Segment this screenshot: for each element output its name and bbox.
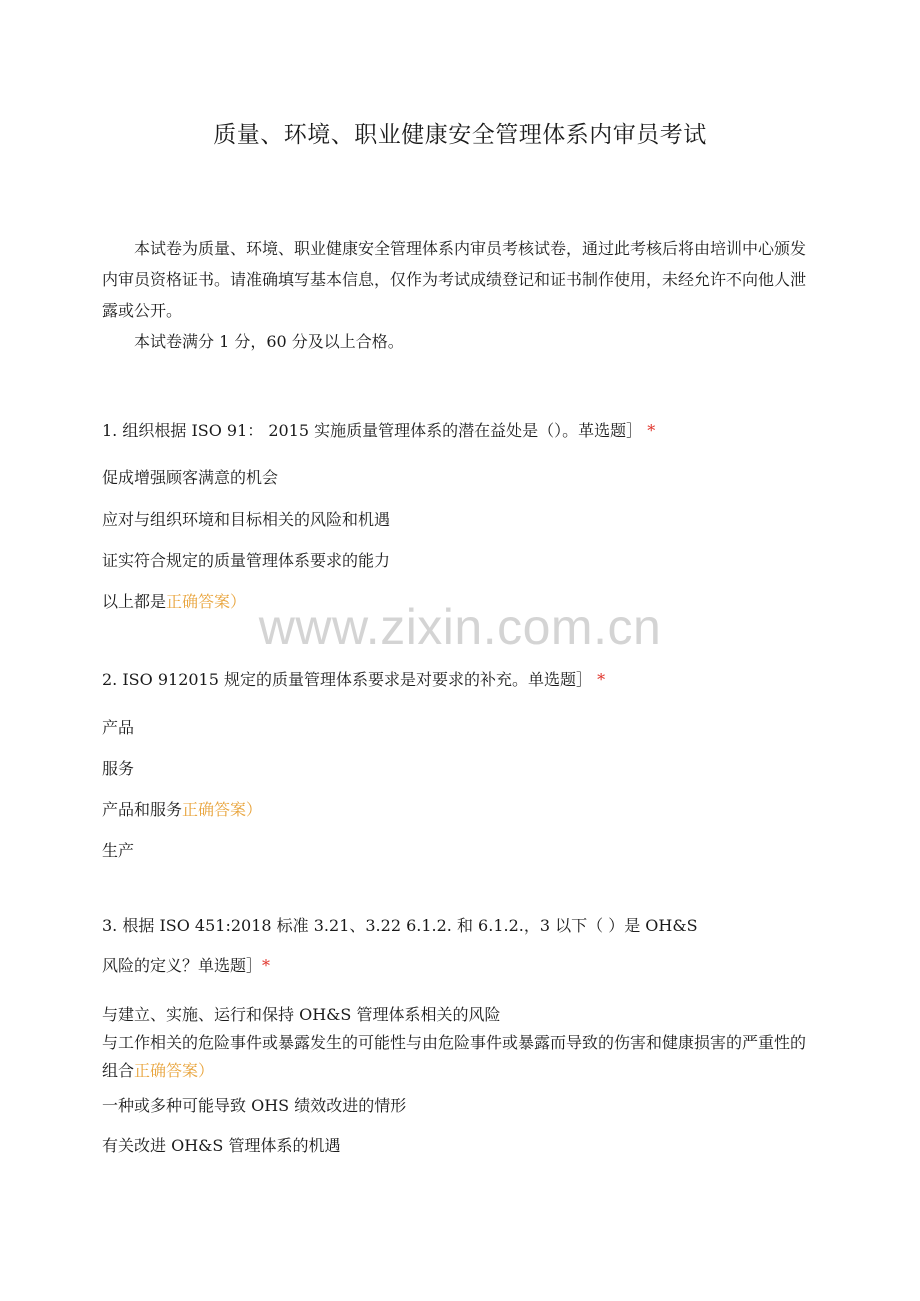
question-label: 风险的定义？单选题］ <box>102 956 263 975</box>
option-label: 服务 <box>102 759 135 778</box>
question-text-line-2 <box>102 946 814 986</box>
correct-answer-mark: 正确答案） <box>182 800 263 819</box>
option-label: 促成增强顾客满意的机会 <box>102 468 279 487</box>
required-star: * <box>597 670 606 689</box>
question-2-option-d[interactable] <box>102 841 814 861</box>
intro-section <box>102 233 814 357</box>
question-3-option-a[interactable] <box>102 1001 814 1029</box>
question-1-option-c[interactable] <box>102 551 814 571</box>
question-3-option-c[interactable] <box>102 1092 814 1120</box>
option-label: 一种或多种可能导致 OHS 绩效改进的情形 <box>102 1096 407 1115</box>
question-text-line-1: 3. 根据 ISO 451:2018 标准 3.21、3.22 6.1.2. 和 6.1.2.，3 以下（ ）是 OH&S <box>102 916 698 935</box>
required-star: * <box>647 421 656 440</box>
required-star: * <box>262 956 271 975</box>
intro-paragraph: 本试卷满分 1 分，60 分及以上合格。 <box>134 332 404 351</box>
question-2-option-a[interactable] <box>102 718 814 738</box>
question-2-option-c[interactable] <box>102 800 814 820</box>
option-label: 产品和服务 <box>102 800 183 819</box>
option-label: 与工作相关的危险事件或暴露发生的可能性与由危险事件或暴露而导致的伤害和健康损害的严重性的组合 <box>102 1033 807 1080</box>
question-label: 1. 组织根据 ISO 91： 2015 实施质量管理体系的潜在益处是（）。革选题］ <box>102 421 643 440</box>
question-1-option-d[interactable] <box>102 592 814 612</box>
question-3-option-d[interactable] <box>102 1132 814 1160</box>
question-3-option-b[interactable] <box>102 1029 814 1085</box>
correct-answer-mark: 正确答案） <box>166 592 247 611</box>
question-2 <box>102 660 814 700</box>
question-3 <box>102 906 814 986</box>
option-label: 有关改进 OH&S 管理体系的机遇 <box>102 1136 341 1155</box>
intro-paragraph: 本试卷为质量、环境、职业健康安全管理体系内审员考核试卷，通过此考核后将由培训中心颁发内审员资格证书。请准确填写基本信息，仅作为考试成绩登记和证书制作使用，未经允许不向他人泄露或公开。 <box>102 239 807 320</box>
question-label: 2. ISO 912015 规定的质量管理体系要求是对要求的补充。单选题］ <box>102 670 593 689</box>
option-label: 产品 <box>102 718 135 737</box>
question-text <box>102 411 814 451</box>
question-1-option-b[interactable] <box>102 510 814 530</box>
question-2-option-b[interactable] <box>102 759 814 779</box>
question-1-option-a[interactable] <box>102 468 814 488</box>
option-label: 生产 <box>102 841 135 860</box>
question-1 <box>102 411 814 451</box>
option-label: 以上都是 <box>102 592 167 611</box>
question-text <box>102 660 814 700</box>
option-label: 与建立、实施、运行和保持 OH&S 管理体系相关的风险 <box>102 1005 501 1024</box>
page-title: 质量、环境、职业健康安全管理体系内审员考试 <box>213 122 707 148</box>
option-label: 证实符合规定的质量管理体系要求的能力 <box>102 551 391 570</box>
correct-answer-mark: 正确答案） <box>134 1061 215 1080</box>
option-label: 应对与组织环境和目标相关的风险和机遇 <box>102 510 391 529</box>
watermark: www.zixin.com.cn <box>258 599 662 655</box>
